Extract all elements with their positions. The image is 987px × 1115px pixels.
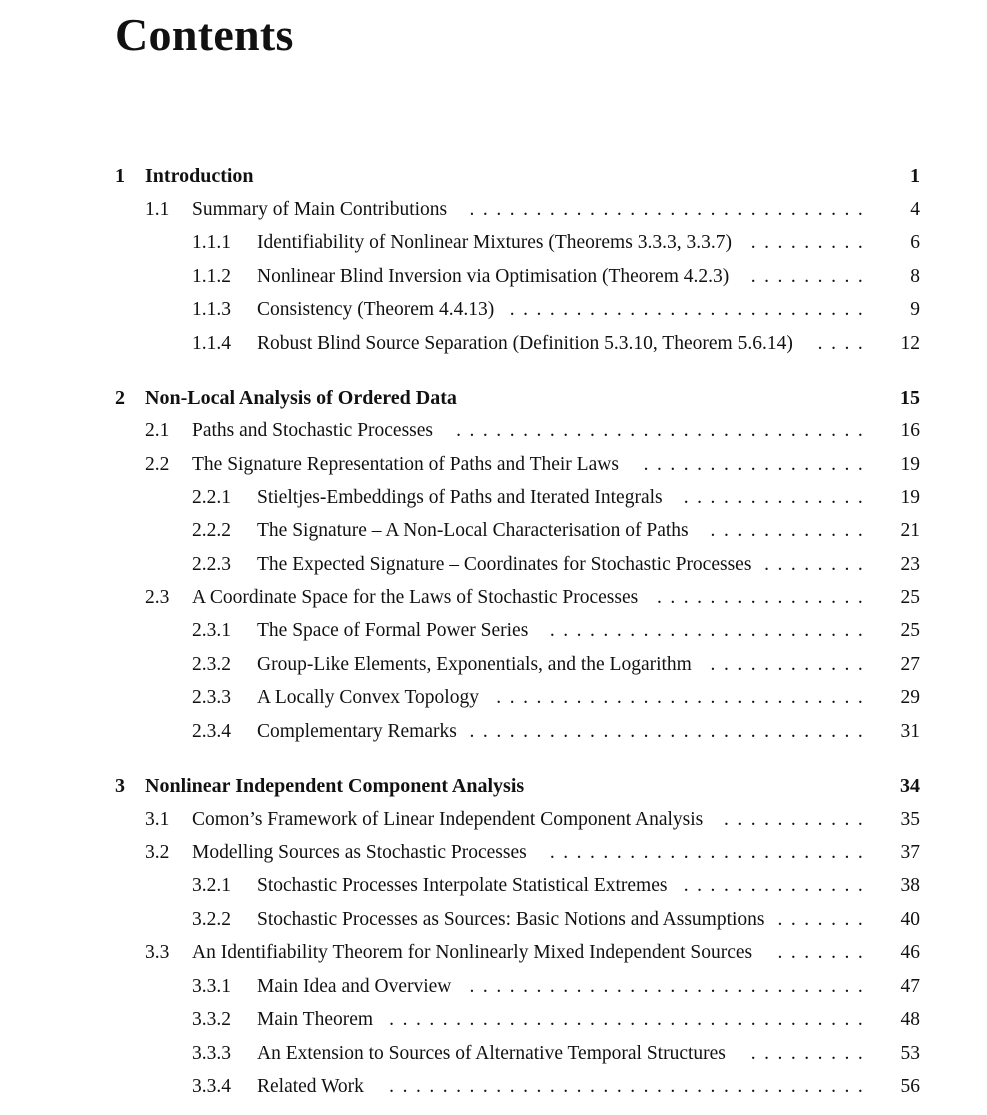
toc-entry-number: 2.2.3 bbox=[192, 554, 231, 575]
toc-entry-title[interactable]: Stieltjes-Embeddings of Paths and Iterated Integrals bbox=[257, 487, 663, 508]
toc-entry-subsection[interactable] bbox=[0, 264, 987, 290]
toc-entry-number: 2.2.2 bbox=[192, 520, 231, 541]
toc-entry-page[interactable]: 38 bbox=[900, 875, 920, 896]
toc-entry-subsection[interactable] bbox=[0, 485, 987, 511]
toc-entry-title[interactable]: The Space of Formal Power Series bbox=[257, 620, 529, 641]
toc-entry-section[interactable] bbox=[0, 418, 987, 444]
toc-entry-page[interactable]: 23 bbox=[900, 554, 920, 575]
toc-entry-title[interactable]: Modelling Sources as Stochastic Processes bbox=[192, 842, 527, 863]
dot-leader: . . . . . . . . . bbox=[750, 266, 863, 287]
toc-entry-subsection[interactable] bbox=[0, 1007, 987, 1033]
toc-entry-number: 3.1 bbox=[145, 809, 170, 830]
toc-entry-subsection[interactable] bbox=[0, 518, 987, 544]
dot-leader: . . . . . . . bbox=[777, 909, 863, 930]
toc-entry-number: 3.3 bbox=[145, 942, 170, 963]
toc-entry-title[interactable]: The Signature Representation of Paths and Their Laws bbox=[192, 454, 619, 475]
toc-entry-chapter[interactable] bbox=[0, 385, 987, 411]
toc-entry-page[interactable]: 56 bbox=[900, 1076, 920, 1097]
toc-entry-title[interactable]: Group-Like Elements, Exponentials, and the Logarithm bbox=[257, 654, 692, 675]
toc-entry-page[interactable]: 19 bbox=[900, 454, 920, 475]
toc-entry-subsection[interactable] bbox=[0, 297, 987, 323]
toc-entry-subsection[interactable] bbox=[0, 1041, 987, 1067]
toc-entry-page[interactable]: 47 bbox=[900, 976, 920, 997]
toc-entry-number: 3.3.4 bbox=[192, 1076, 231, 1097]
toc-entry-page[interactable]: 12 bbox=[900, 333, 920, 354]
toc-entry-page[interactable]: 19 bbox=[900, 487, 920, 508]
dot-leader: . . . . . . . . . . . . . . . . . . . . . . . . . . . . . . bbox=[469, 721, 863, 742]
toc-entry-page[interactable]: 21 bbox=[900, 520, 920, 541]
dot-leader: . . . . bbox=[817, 333, 863, 354]
toc-entry-page[interactable]: 37 bbox=[900, 842, 920, 863]
toc-entry-page[interactable]: 25 bbox=[900, 620, 920, 641]
dot-leader: . . . . . . . . bbox=[764, 554, 863, 575]
toc-entry-section[interactable] bbox=[0, 940, 987, 966]
dot-leader: . . . . . . . bbox=[777, 942, 863, 963]
toc-entry-number: 2.3 bbox=[145, 587, 170, 608]
toc-entry-page[interactable]: 34 bbox=[900, 775, 920, 797]
toc-entry-section[interactable] bbox=[0, 585, 987, 611]
toc-entry-number: 3.3.2 bbox=[192, 1009, 231, 1030]
toc-entry-title[interactable]: Summary of Main Contributions bbox=[192, 199, 448, 220]
dot-leader: . . . . . . . . . . . . . . . . . . . . . . . . . . . . bbox=[496, 687, 863, 708]
toc-entry-number: 1.1.4 bbox=[192, 333, 231, 354]
toc-entry-page[interactable]: 6 bbox=[910, 232, 920, 253]
dot-leader: . . . . . . . . . . . . . . . . . . . . . . . . bbox=[549, 620, 863, 641]
toc-entry-number: 1.1.2 bbox=[192, 266, 231, 287]
dot-leader: . . . . . . . . . bbox=[750, 1043, 863, 1064]
toc-entry-number: 3.2.1 bbox=[192, 875, 231, 896]
toc-entry-title[interactable]: Paths and Stochastic Processes bbox=[192, 420, 434, 441]
toc-entry-subsection[interactable] bbox=[0, 552, 987, 578]
toc-entry-number: 2.2 bbox=[145, 454, 170, 475]
dot-leader: . . . . . . . . . . . . . . bbox=[683, 487, 863, 508]
toc-entry-page[interactable]: 8 bbox=[910, 266, 920, 287]
toc-entry-section[interactable] bbox=[0, 807, 987, 833]
toc-entry-section[interactable] bbox=[0, 840, 987, 866]
dot-leader: . . . . . . . . . . . . . . . . . . . . . . . . . . . . . . . bbox=[456, 420, 863, 441]
dot-leader: . . . . . . . . . . . . . . . . . . . . . . . . . . . . . . bbox=[469, 976, 863, 997]
toc-entry-number: 2.3.2 bbox=[192, 654, 231, 675]
toc-entry-number: 3 bbox=[115, 775, 125, 797]
toc-entry-subsection[interactable] bbox=[0, 331, 987, 357]
dot-leader: . . . . . . . . . . . . . . . . . bbox=[643, 454, 863, 475]
dot-leader: . . . . . . . . . . . bbox=[723, 809, 863, 830]
toc-entry-title[interactable]: Comon’s Framework of Linear Independent Component Analysis bbox=[192, 809, 704, 830]
dot-leader: . . . . . . . . . . . . . . . . . . . . . . . . . . . . . . . . . . . . bbox=[389, 1076, 863, 1097]
toc-entry-title[interactable]: Nonlinear Independent Component Analysis bbox=[145, 775, 525, 797]
toc-entry-chapter[interactable] bbox=[0, 773, 987, 799]
toc-entry-page[interactable]: 25 bbox=[900, 587, 920, 608]
toc-entry-subsection[interactable] bbox=[0, 719, 987, 745]
toc-entry-number: 2 bbox=[115, 387, 125, 409]
dot-leader: . . . . . . . . . . . . . . . . . . . . . . . . bbox=[549, 842, 863, 863]
toc-entry-title[interactable]: Stochastic Processes Interpolate Statistical Extremes bbox=[257, 875, 668, 896]
toc-entry-title[interactable]: Complementary Remarks bbox=[257, 721, 457, 742]
toc-entry-title[interactable]: Introduction bbox=[145, 165, 254, 187]
toc-entry-page[interactable]: 29 bbox=[900, 687, 920, 708]
toc-entry-page[interactable]: 31 bbox=[900, 721, 920, 742]
toc-entry-page[interactable]: 40 bbox=[900, 909, 920, 930]
toc-entry-number: 2.3.1 bbox=[192, 620, 231, 641]
toc-entry-title[interactable]: Related Work bbox=[257, 1076, 364, 1097]
toc-entry-page[interactable]: 27 bbox=[900, 654, 920, 675]
toc-entry-title[interactable]: The Expected Signature – Coordinates for Stochastic Processes bbox=[257, 554, 752, 575]
toc-entry-page[interactable]: 15 bbox=[900, 387, 920, 409]
toc-entry-subsection[interactable] bbox=[0, 907, 987, 933]
toc-entry-title[interactable]: A Coordinate Space for the Laws of Stochastic Processes bbox=[192, 587, 639, 608]
toc-entry-subsection[interactable] bbox=[0, 230, 987, 256]
toc-entry-number: 3.3.3 bbox=[192, 1043, 231, 1064]
dot-leader: . . . . . . . . . . . . . . . . . . . . . . . . . . . . . . . . . . . . bbox=[389, 1009, 863, 1030]
toc-entry-page[interactable]: 48 bbox=[900, 1009, 920, 1030]
toc-entry-subsection[interactable] bbox=[0, 974, 987, 1000]
toc-entry-title[interactable]: Stochastic Processes as Sources: Basic Notions and Assumptions bbox=[257, 909, 765, 930]
toc-entry-chapter[interactable] bbox=[0, 163, 987, 189]
toc-entry-title[interactable]: A Locally Convex Topology bbox=[257, 687, 479, 708]
toc-entry-section[interactable] bbox=[0, 197, 987, 223]
toc-entry-title[interactable]: Consistency (Theorem 4.4.13) bbox=[257, 299, 495, 320]
toc-entry-title[interactable]: Robust Blind Source Separation (Definition 5.3.10, Theorem 5.6.14) bbox=[257, 333, 793, 354]
toc-entry-number: 1 bbox=[115, 165, 125, 187]
toc-entry-title[interactable]: Nonlinear Blind Inversion via Optimisation (Theorem 4.2.3) bbox=[257, 266, 730, 287]
toc-entry-number: 2.1 bbox=[145, 420, 170, 441]
dot-leader: . . . . . . . . . . . . . . bbox=[683, 875, 863, 896]
dot-leader: . . . . . . . . . . . . . . . . bbox=[656, 587, 863, 608]
dot-leader: . . . . . . . . . . . . . . . . . . . . . . . . . . . bbox=[509, 299, 863, 320]
toc-entry-subsection[interactable] bbox=[0, 873, 987, 899]
toc-entry-subsection[interactable] bbox=[0, 652, 987, 678]
toc-entry-page[interactable]: 4 bbox=[910, 199, 920, 220]
dot-leader: . . . . . . . . . . . . . . . . . . . . . . . . . . . . . . bbox=[469, 199, 863, 220]
toc-entry-title[interactable]: Main Theorem bbox=[257, 1009, 374, 1030]
toc-entry-page[interactable]: 16 bbox=[900, 420, 920, 441]
toc-entry-page[interactable]: 1 bbox=[910, 165, 920, 187]
toc-entry-title[interactable]: Non-Local Analysis of Ordered Data bbox=[145, 387, 457, 409]
toc-entry-title[interactable]: An Identifiability Theorem for Nonlinearly Mixed Independent Sources bbox=[192, 942, 753, 963]
toc-entry-title[interactable]: Identifiability of Nonlinear Mixtures (Theorems 3.3.3, 3.3.7) bbox=[257, 232, 732, 253]
toc-entry-number: 2.3.3 bbox=[192, 687, 231, 708]
toc-entry-title[interactable]: Main Idea and Overview bbox=[257, 976, 452, 997]
dot-leader: . . . . . . . . . bbox=[750, 232, 863, 253]
toc-entry-number: 1.1 bbox=[145, 199, 170, 220]
toc-entry-page[interactable]: 9 bbox=[910, 299, 920, 320]
toc-entry-number: 3.2.2 bbox=[192, 909, 231, 930]
toc-entry-number: 3.3.1 bbox=[192, 976, 231, 997]
toc-entry-title[interactable]: An Extension to Sources of Alternative Temporal Structures bbox=[257, 1043, 726, 1064]
toc-entry-page[interactable]: 53 bbox=[900, 1043, 920, 1064]
toc-entry-section[interactable] bbox=[0, 452, 987, 478]
page-title: Contents bbox=[115, 9, 294, 60]
toc-entry-title[interactable]: The Signature – A Non-Local Characterisation of Paths bbox=[257, 520, 689, 541]
toc-entry-number: 2.3.4 bbox=[192, 721, 231, 742]
dot-leader: . . . . . . . . . . . . bbox=[710, 654, 863, 675]
toc-entry-subsection[interactable] bbox=[0, 1074, 987, 1100]
toc-entry-number: 1.1.3 bbox=[192, 299, 231, 320]
toc-entry-page[interactable]: 46 bbox=[900, 942, 920, 963]
toc-entry-number: 1.1.1 bbox=[192, 232, 231, 253]
toc-entry-page[interactable]: 35 bbox=[900, 809, 920, 830]
dot-leader: . . . . . . . . . . . . bbox=[710, 520, 863, 541]
toc-entry-subsection[interactable] bbox=[0, 618, 987, 644]
toc-entry-subsection[interactable] bbox=[0, 685, 987, 711]
toc-entry-number: 3.2 bbox=[145, 842, 170, 863]
toc-entry-number: 2.2.1 bbox=[192, 487, 231, 508]
